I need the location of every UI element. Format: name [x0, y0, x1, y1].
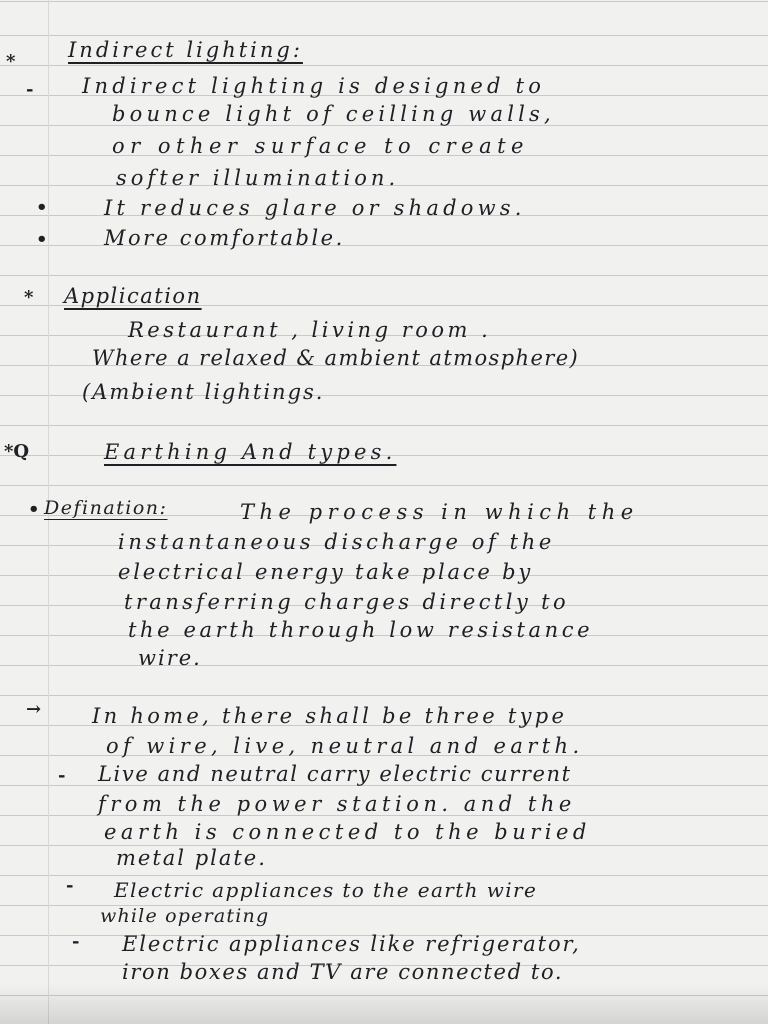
text-line: Electric appliances like refrigerator, — [122, 932, 581, 956]
text-line: Electric appliances to the earth wire — [114, 878, 538, 902]
text-line: metal plate. — [116, 846, 267, 870]
page-edge-shadow — [0, 984, 768, 1024]
text-line: from the power station. and the — [98, 792, 576, 816]
text-line: electrical energy take place by — [118, 560, 534, 584]
text-line: More comfortable. — [104, 226, 345, 250]
text-line: earth is connected to the buried — [104, 820, 591, 844]
section-marker: *Q — [4, 441, 30, 462]
text-line: iron boxes and TV are connected to. — [122, 960, 564, 984]
text-line: of wire, live, neutral and earth. — [106, 734, 584, 758]
text-line: Indirect lighting is designed to — [82, 74, 546, 98]
section-marker: * — [24, 287, 34, 308]
text-line: Restaurant , living room . — [128, 318, 492, 342]
text-line: transferring charges directly to — [124, 590, 570, 614]
text-line: It reduces glare or shadows. — [104, 196, 526, 220]
definition-label: Defination: — [44, 497, 168, 519]
text-line: Live and neutral carry electric current — [98, 762, 572, 786]
bullet-dash: - — [26, 79, 34, 100]
text-line: bounce light of ceilling walls, — [112, 102, 555, 126]
text-line: In home, there shall be three type — [92, 704, 568, 728]
text-line: or other surface to create — [112, 134, 529, 158]
text-line: wire. — [138, 646, 202, 670]
arrow-marker: → — [26, 699, 42, 720]
heading-earthing: Earthing And types. — [104, 440, 397, 464]
bullet-dash: - — [72, 931, 80, 952]
bullet-dot: • — [28, 499, 40, 520]
text-line: while operating — [100, 905, 270, 927]
bullet-dot: • — [36, 197, 48, 218]
bullet-dot: • — [36, 229, 48, 250]
text-line: (Ambient lightings. — [82, 380, 325, 404]
text-line: the earth through low resistance — [128, 618, 594, 642]
bullet-dash: - — [58, 765, 66, 786]
heading-application: Application — [64, 284, 202, 308]
text-line: Where a relaxed & ambient atmosphere) — [92, 346, 580, 370]
section-marker: * — [6, 51, 16, 72]
text-line: instantaneous discharge of the — [118, 530, 555, 554]
text-line: softer illumination. — [116, 166, 400, 190]
heading-indirect-lighting: Indirect lighting: — [68, 38, 303, 62]
text-line: The process in which the — [240, 500, 639, 524]
bullet-dash: - — [66, 875, 74, 896]
